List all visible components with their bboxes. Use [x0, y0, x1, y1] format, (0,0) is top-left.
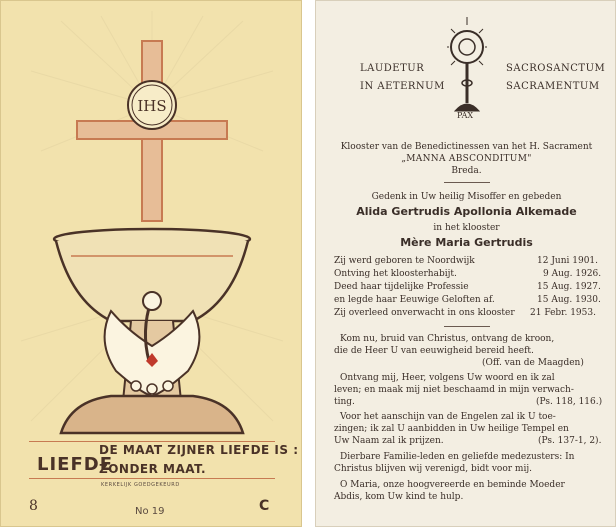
in-convent-label: in het klooster	[433, 223, 500, 233]
divider	[444, 182, 490, 183]
printer-mark-icon: 8	[29, 498, 38, 514]
life-event-text: en legde haar Eeuwige Geloften af.	[334, 295, 495, 305]
motto-line-2: ZONDER MAAT.	[99, 462, 207, 476]
chalice-icon	[54, 229, 250, 433]
quote-line: O Maria, onze hoogvereerde en beminde Moeder	[340, 480, 565, 490]
convent-city: Breda.	[451, 166, 482, 176]
life-event-text: Zij werd geboren te Noordwijk	[334, 256, 475, 266]
publisher-logo-icon: C	[259, 498, 270, 514]
life-event-text: Deed haar tijdelijke Professie	[334, 282, 469, 292]
quote-source: (Ps. 137-1, 2).	[538, 436, 602, 446]
quote-line: ting.	[334, 397, 355, 407]
card-number: No 19	[135, 506, 165, 517]
motto-keyword: LIEFDE	[37, 454, 113, 475]
monstrance-icon	[447, 15, 487, 123]
prayer-card-back	[315, 0, 616, 527]
quote-line: Dierbare Familie-leden en geliefde medezusters: In	[340, 452, 575, 462]
quote-line: zingen; ik zal U aanbidden in Uw heilige Tempel en	[334, 424, 569, 434]
cross-chalice-pelican-illustration	[1, 1, 303, 441]
motto-line-1: DE MAAT ZIJNER LIEFDE IS :	[99, 443, 299, 457]
quote-line: Ontvang mij, Heer, volgens Uw woord en ik zal	[340, 373, 555, 383]
convent-line: Klooster van de Benedictinessen van het H. Sacrament	[340, 142, 593, 152]
quote-line: Abdis, kom Uw kind te hulp.	[334, 492, 464, 502]
life-event-date: 9 Aug. 1926.	[543, 269, 602, 279]
quote-line: Christus blijven wij verenigd, bidt voor mij.	[334, 464, 532, 474]
convent-name: „MANNA ABSCONDITUM"	[401, 154, 532, 164]
quote-line: Voor het aanschijn van de Engelen zal ik U toe-	[340, 412, 556, 422]
religious-name: Mère Maria Gertrudis	[400, 236, 533, 249]
header-left-line-1: LAUDETUR	[360, 63, 425, 74]
quote-source: (Off. van de Maagden)	[482, 358, 584, 368]
life-event-date: 21 Febr. 1953.	[530, 308, 596, 318]
quote-source: (Ps. 118, 116.)	[536, 397, 603, 407]
life-event-text: Zij overleed onverwacht in ons klooster	[334, 308, 515, 318]
life-event-date: 12 Juni 1901.	[537, 256, 599, 266]
quote-line: Kom nu, bruid van Christus, ontvang de kroon,	[340, 334, 555, 344]
quote-line: Uw Naam zal ik prijzen.	[334, 436, 444, 446]
header-right-line-2: SACRAMENTUM	[506, 81, 600, 92]
life-event-date: 15 Aug. 1927.	[537, 282, 601, 292]
deceased-name: Alida Gertrudis Apollonia Alkemade	[356, 205, 577, 218]
header-right-line-1: SACROSANCTUM	[506, 63, 606, 74]
ihs-monogram: IHS	[137, 97, 167, 115]
publisher-imprint: KERKELIJK GOEDGEKEURD	[101, 482, 180, 488]
divider	[444, 326, 490, 327]
quote-line: die de Heer U van eeuwigheid bereid heeft.	[334, 346, 534, 356]
cross-icon	[77, 41, 227, 221]
life-event-text: Ontving het kloosterhabijt.	[334, 269, 457, 279]
prayer-card-front	[0, 0, 302, 527]
quote-line: leven; en maak mij niet beschaamd in mijn verwach-	[334, 385, 574, 395]
header-left-line-2: IN AETERNUM	[360, 81, 445, 92]
divider	[29, 478, 275, 479]
divider	[29, 441, 275, 442]
life-event-date: 15 Aug. 1930.	[537, 295, 601, 305]
monstrance-label: PAX	[457, 111, 474, 120]
prayer-intro: Gedenk in Uw heilig Misoffer en gebeden	[371, 192, 562, 202]
